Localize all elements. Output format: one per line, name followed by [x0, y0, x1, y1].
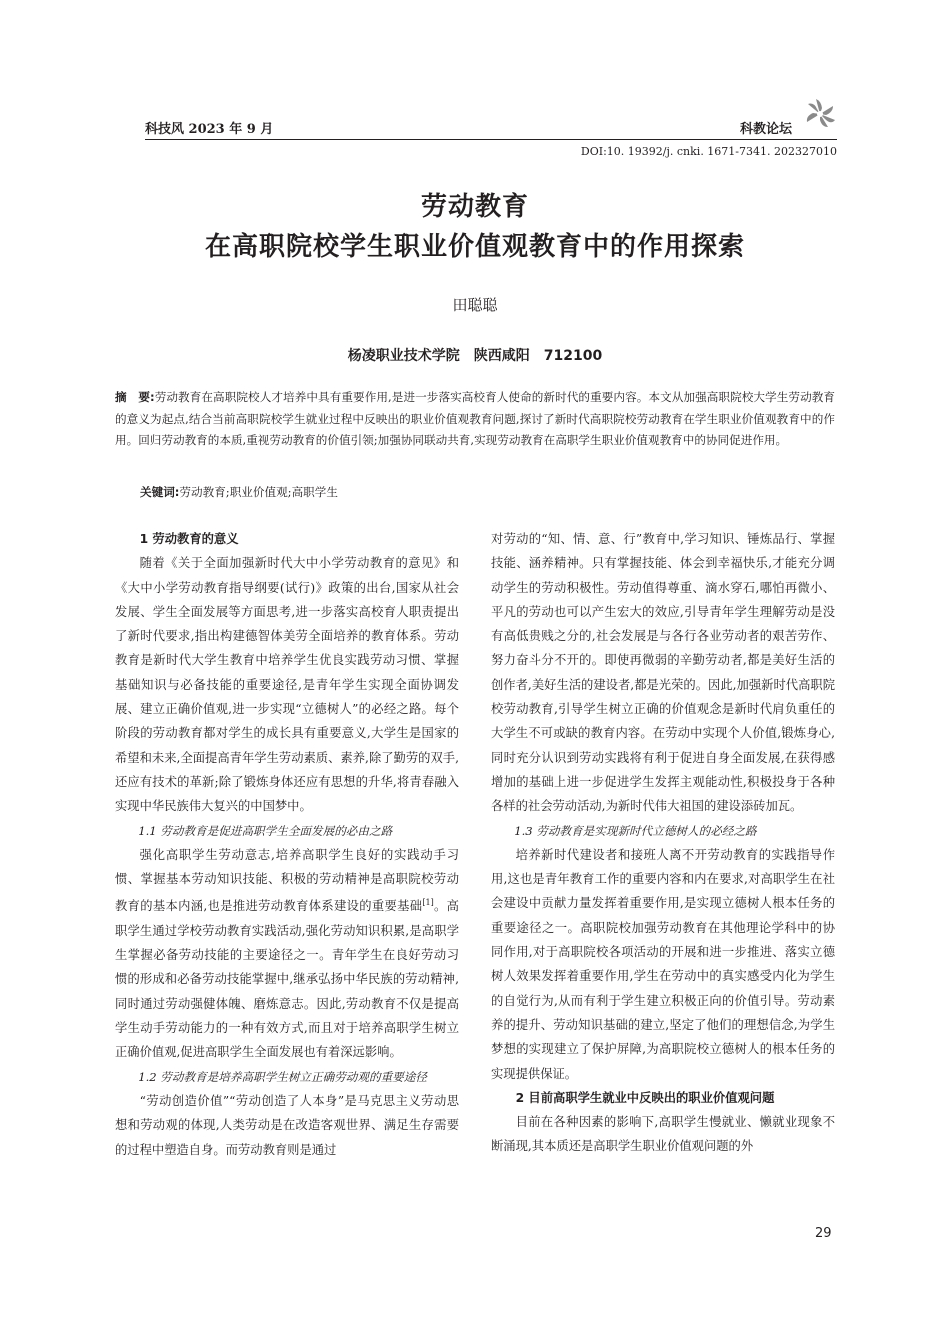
abstract-text: 劳动教育在高职院校人才培养中具有重要作用,是进一步落实高校育人使命的新时代的重要内容。本文从加强高职院校大学生劳动教育的意义为起点,结合当前高职院校学生就业过程中反映出的职业价值观教育问题,探讨了新时代高职院校劳动教育在学生职业价值观教育中的作用。回归劳动教育的本质,重视劳动教育的价值引领;加强协同联动共育,实现劳动教育在高职学生职业价值观教育中的协同促进作用。 [115, 390, 835, 447]
article-title-line2: 在高职院校学生职业价值观教育中的作用探索 [204, 232, 745, 262]
section-heading: 1 劳动教育的意义 [139, 532, 239, 546]
doi: DOI:10. 19392/j. cnki. 1671-7341. 202327010 [580, 145, 837, 158]
keywords [140, 484, 338, 500]
subsection-heading: 1.2 劳动教育是培养高职学生树立正确劳动观的重要途径 [138, 1069, 427, 1084]
header-rule [145, 139, 837, 140]
paragraph-text: 强化高职学生劳动意志,培养高职学生良好的实践动手习惯、掌握基本劳动知识技能、积极的劳动精神是高职院校劳动教育的基本内涵,也是推进劳动教育体系建设的重要基础 [115, 847, 459, 914]
abstract-label: 摘 要: [115, 390, 155, 404]
abstract [115, 387, 835, 452]
right-column [491, 527, 835, 1159]
running-header-right: 科教论坛 [740, 122, 793, 137]
keywords-label: 关键词: [140, 485, 180, 499]
paragraph-text: 。高职学生通过学校劳动教育实践活动,强化劳动知识积累,是高职学生掌握必备劳动技能的主要途径之一。青年学生在良好劳动习惯的形成和必备劳动技能掌握中,继承弘扬中华民族的劳动精神,同时通过劳动强健体魄、磨炼意志。因此,劳动教育不仅是提高学生动手劳动能力的一种有效方式,而且对于培养高职学生树立正确价值观,促进高职学生全面发展也有着深远影响。 [115, 899, 459, 1060]
keywords-text: 劳动教育;职业价值观;高职学生 [179, 485, 338, 499]
journal-logo-icon [802, 96, 838, 132]
paragraph: 随着《关于全面加强新时代大中小学劳动教育的意见》和《大中小学劳动教育指导纲要(试行)》政策的出台,国家从社会发展、学生全面发展等方面思考,进一步落实高校育人职责提出了新时代要求,指出构建德智体美劳全面培养的教育体系。劳动教育是新时代大学生教育中培养学生优良实践劳动习惯、掌握基础知识与必备技能的重要途径,是青年学生实现全面协调发展、建立正确价值观,进一步实现“立德树人”的必经之路。每个阶段的劳动教育都对学生的成长具有重要意义,大学生是国家的希望和未来,全面提高青年学生劳动素质、素养,除了勤劳的双手,还应有技术的革新;除了锻炼身体还应有思想的升华,将青春融入实现中华民族伟大复兴的中国梦中。 [115, 556, 459, 814]
running-header-left: 科技风 2023 年 9 月 [145, 122, 274, 137]
paragraph: “劳动创造价值”“劳动创造了人本身”是马克思主义劳动思想和劳动观的体现,人类劳动是在改造客观世界、满足生存需要的过程中塑造自身。而劳动教育则是通过 [115, 1093, 459, 1157]
paragraph: 对劳动的“知、情、意、行”教育中,学习知识、锤炼品行、掌握技能、涵养精神。只有掌握技能、体会到幸福快乐,才能充分调动学生的劳动积极性。劳动值得尊重、滴水穿石,哪怕再微小、平凡的劳动也可以产生宏大的效应,引导青年学生理解劳动是没有高低贵贱之分的,社会发展是与各行各业劳动者的艰苦劳作、努力奋斗分不开的。即使再微弱的辛勤劳动者,都是美好生活的创作者,美好生活的建设者,都是光荣的。因此,加强新时代高职院校劳动教育,引导学生树立正确的价值观念是新时代肩负重任的大学生不可或缺的教育内容。在劳动中实现个人价值,锻炼身心,同时充分认识到劳动实践将有利于促进自身全面发展,在获得感增加的基础上进一步促进学生发挥主观能动性,积极投身于各种各样的社会劳动活动,为新时代伟大祖国的建设添砖加瓦。 [491, 532, 835, 814]
citation: [1] [422, 898, 434, 908]
affiliation: 杨凌职业技术学院 陕西咸阳 712100 [347, 348, 603, 364]
article-title-line1: 劳动教育 [420, 192, 529, 222]
page-number: 29 [815, 1226, 832, 1241]
paragraph: 目前在各种因素的影响下,高职学生慢就业、懒就业现象不断涌现,其本质还是高职学生职业价值观问题的外 [491, 1115, 835, 1154]
author: 田聪聪 [452, 296, 498, 314]
paragraph [115, 843, 459, 1065]
subsection-heading: 1.1 劳动教育是促进高职学生全面发展的必由之路 [138, 823, 393, 838]
left-column [115, 527, 459, 1162]
section-heading: 2 目前高职学生就业中反映出的职业价值观问题 [515, 1090, 775, 1105]
subsection-heading: 1.3 劳动教育是实现新时代立德树人的必经之路 [514, 823, 757, 838]
paragraph: 培养新时代建设者和接班人离不开劳动教育的实践指导作用,这也是青年教育工作的重要内容和内在要求,对高职学生在社会建设中贡献力量发挥着重要作用,是实现立德树人根本任务的重要途径之一。高职院校加强劳动教育在其他理论学科中的协同作用,对于高职院校各项活动的开展和进一步推进、落实立德树人效果发挥着重要作用,学生在劳动中的真实感受内化为学生的自觉行为,从而有利于学生建立积极正向的价值引导。劳动素养的提升、劳动知识基础的建立,坚定了他们的理想信念,为学生梦想的实现建立了保护屏障,为高职院校立德树人的根本任务的实现提供保证。 [491, 847, 835, 1081]
